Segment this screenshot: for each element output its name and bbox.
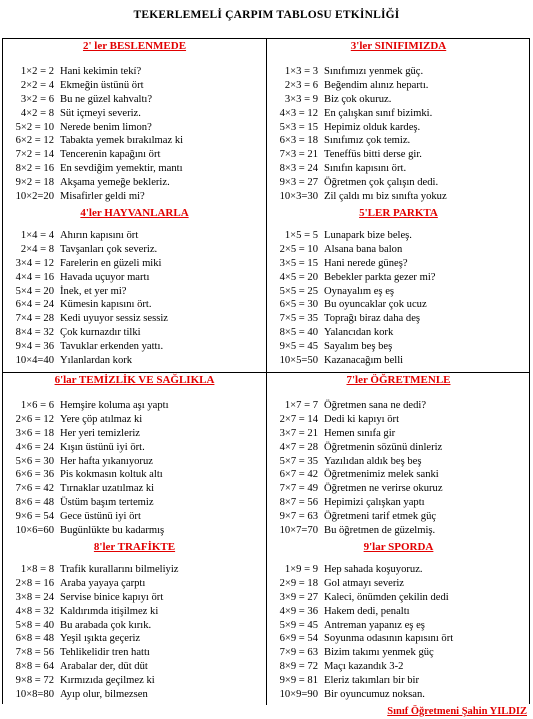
rhyme-row [3,271,266,285]
page-title: TEKERLEMELİ ÇARPIM TABLOSU ETKİNLİĞİ [133,9,400,21]
rhyme-row [3,121,266,135]
rhyme-row [267,646,530,660]
rhyme-text: Süt içmeyi severiz. [60,107,141,119]
multiplication-equation: 6×8 = 48 [15,633,54,645]
multiplication-equation: 10×7=70 [279,525,318,537]
rhyme-row [3,354,266,368]
section-block [3,540,266,702]
rhyme-row [267,619,530,633]
multiplication-equation: 9×3 = 27 [279,177,318,189]
rhyme-text: Sınıfımız çok temiz. [324,135,411,147]
rhyme-text: Ekmeğin üstünü ört [60,79,144,91]
rhyme-text: Antreman yapanız eş eş [324,619,425,631]
multiplication-equation: 8×7 = 56 [279,497,318,509]
rhyme-row [267,674,530,688]
rhyme-row [3,162,266,176]
multiplication-equation: 7×6 = 42 [15,483,54,495]
rhyme-row [3,65,266,79]
section-heading: 7'ler ÖĞRETMENLE [346,374,451,386]
rhyme-row [267,285,530,299]
rhyme-row [3,563,266,577]
rhyme-row [3,399,266,413]
rhyme-text: Eleriz takımları bir bir [324,675,420,687]
multiplication-equation: 8×5 = 40 [279,327,318,339]
rhyme-text: Yazılıdan aldık beş beş [324,455,422,467]
multiplication-equation: 10×8=80 [15,689,54,701]
multiplication-equation: 8×9 = 72 [279,661,318,673]
rhyme-text: Soyunma odasının kapısını ört [324,633,454,645]
rhyme-text: Hep sahada koşuyoruz. [324,564,423,575]
section-heading: 2' ler BESLENMEDE [82,40,187,52]
multiplication-equation: 9×8 = 72 [15,675,54,687]
rhyme-row [267,229,530,243]
multiplication-equation: 2×5 = 10 [279,243,318,255]
rhyme-text: Hakem dedi, penaltı [324,605,410,617]
multiplication-equation: 6×6 = 36 [15,469,54,481]
rhyme-text: Havada uçuyor martı [60,271,150,283]
rhyme-row [267,468,530,482]
quadrant-top-right [267,39,530,372]
rhyme-text: Bugünlükte bu kadarmış [60,525,165,537]
rhyme-text: Hani kekimin tekí? [60,66,142,77]
section-block [267,540,530,702]
multiplication-equation: 10×5=50 [279,355,318,367]
multiplication-equation: 7×4 = 28 [15,313,54,325]
multiplication-equation: 2×4 = 8 [20,243,54,255]
rhyme-text: Pis kokmasın koltuk altı [60,469,163,481]
section-heading: 3'ler SINIFIMIZDA [350,40,447,52]
worksheet-table [2,38,530,704]
multiplication-equation: 8×8 = 64 [15,661,54,673]
rhyme-row [267,134,530,148]
rhyme-row [3,176,266,190]
multiplication-equation: 3×3 = 9 [284,93,318,105]
rhyme-row [3,190,266,204]
rhyme-text: Gece üstünü iyi ört [60,511,141,523]
rhyme-text: Hepimiz olduk kardeş. [324,121,421,133]
rhyme-row [267,510,530,524]
rhyme-text: Maçı kazandık 3-2 [324,661,404,673]
multiplication-equation: 7×7 = 49 [279,483,318,495]
multiplication-equation: 2×9 = 18 [279,577,318,589]
rhyme-text: Oynayalım eş eş [324,285,395,297]
multiplication-equation: 1×2 = 2 [20,66,54,77]
multiplication-equation: 6×4 = 24 [15,299,54,311]
rhyme-row [267,482,530,496]
multiplication-equation: 5×6 = 30 [15,455,54,467]
multiplication-equation: 1×7 = 7 [284,400,318,411]
multiplication-equation: 5×7 = 35 [279,455,318,467]
quadrant-top-left [3,39,266,372]
section-block [267,373,530,538]
multiplication-equation: 7×5 = 35 [279,313,318,325]
multiplication-equation: 1×8 = 8 [20,564,54,575]
multiplication-equation: 1×5 = 5 [284,230,318,241]
rhyme-row [3,646,266,660]
rhyme-row [3,243,266,257]
rhyme-row [3,482,266,496]
rhyme-list [267,387,530,538]
multiplication-equation: 5×2 = 10 [15,121,54,133]
rhyme-row [267,455,530,469]
section-block [3,373,266,538]
rhyme-row [267,524,530,538]
rhyme-row [267,243,530,257]
rhyme-text: Beğendim alınız hepartı. [324,79,429,91]
rhyme-text: Hepimizi çalışkan yaptı [324,497,425,509]
rhyme-row [3,134,266,148]
multiplication-equation: 1×4 = 4 [20,230,54,241]
multiplication-equation: 4×8 = 32 [15,605,54,617]
multiplication-equation: 2×2 = 4 [20,79,54,91]
multiplication-equation: 3×5 = 15 [279,257,318,269]
section-heading: 8'ler TRAFİKTE [93,541,176,553]
multiplication-equation: 4×7 = 28 [279,441,318,453]
rhyme-row [267,605,530,619]
multiplication-equation: 9×4 = 36 [15,341,54,353]
multiplication-equation: 10×2=20 [15,191,54,203]
multiplication-equation: 7×2 = 14 [15,149,54,161]
rhyme-list [3,220,266,368]
rhyme-row [3,441,266,455]
section-block [267,39,530,204]
section-heading: 4'ler HAYVANLARLA [80,207,189,219]
quadrant-bottom-right [267,373,530,706]
quadrant-bottom-left [3,373,266,706]
rhyme-row [3,340,266,354]
rhyme-text: Ayıp olur, bilmezsen [60,689,148,701]
rhyme-text: Arabalar der, düt düt [60,661,148,673]
multiplication-equation: 9×6 = 54 [15,511,54,523]
rhyme-row [3,619,266,633]
multiplication-equation: 4×9 = 36 [279,605,318,617]
multiplication-equation: 6×5 = 30 [279,299,318,311]
rhyme-text: Yalancıdan kork [324,327,394,339]
rhyme-text: Nerede benim limon? [60,121,152,133]
rhyme-text: Öğretmenin sözünü dinleriz [324,441,443,453]
rhyme-text: Zil çaldı mı biz sınıfta yokuz [324,191,447,203]
rhyme-text: Kışın üstünü iyi ört. [60,441,145,453]
rhyme-row [267,107,530,121]
rhyme-row [267,176,530,190]
rhyme-text: Trafik kurallarını bilmeliyiz [60,564,179,575]
rhyme-row [3,688,266,702]
rhyme-row [3,229,266,243]
rhyme-row [267,496,530,510]
multiplication-equation: 10×6=60 [15,525,54,537]
multiplication-equation: 3×7 = 21 [279,427,318,439]
multiplication-equation: 7×3 = 21 [279,149,318,161]
multiplication-equation: 4×6 = 24 [15,441,54,453]
multiplication-equation: 6×9 = 54 [279,633,318,645]
rhyme-text: Dedi ki kapıyı ört [324,413,400,425]
rhyme-text: Sayalım beş beş [324,341,393,353]
rhyme-row [267,298,530,312]
rhyme-text: İnek, et yer mi? [60,285,127,297]
multiplication-equation: 5×4 = 20 [15,285,54,297]
rhyme-text: Hemen sınıfa gir [324,427,396,439]
rhyme-text: Biz çok okuruz. [324,93,392,105]
rhyme-text: Bu arabada çok kırık. [60,619,152,631]
rhyme-list [3,53,266,204]
multiplication-equation: 4×4 = 16 [15,271,54,283]
rhyme-row [267,271,530,285]
rhyme-text: Öğretmen sana ne dedi? [324,400,427,411]
multiplication-equation: 4×2 = 8 [20,107,54,119]
rhyme-list [267,554,530,702]
rhyme-row [267,563,530,577]
rhyme-row [3,326,266,340]
rhyme-text: Çok kurnazdır tilki [60,327,141,339]
rhyme-text: Öğretmen ne verirse okuruz [324,483,443,495]
rhyme-text: En sevdiğim yemektir, mantı [60,163,183,175]
rhyme-list [3,554,266,702]
rhyme-row [3,524,266,538]
multiplication-equation: 10×9=90 [279,689,318,701]
multiplication-equation: 2×6 = 12 [15,413,54,425]
rhyme-text: Yılanlardan kork [60,355,133,367]
multiplication-equation: 3×9 = 27 [279,591,318,603]
multiplication-equation: 8×6 = 48 [15,497,54,509]
rhyme-row [3,591,266,605]
rhyme-text: Kedi uyuyor sessiz sessiz [60,313,168,325]
multiplication-equation: 10×4=40 [15,355,54,367]
rhyme-text: Bizim takımı yenmek güç [324,647,434,659]
rhyme-row [267,632,530,646]
rhyme-row [267,577,530,591]
multiplication-equation: 7×9 = 63 [279,647,318,659]
rhyme-row [3,93,266,107]
rhyme-text: En çalışkan sınıf bizimki. [324,107,433,119]
rhyme-text: Bu öğretmen de güzelmiş. [324,525,436,537]
multiplication-equation: 6×7 = 42 [279,469,318,481]
teacher-signature: Sınıf Öğretmeni Şahin YILDIZ [387,706,527,717]
multiplication-equation: 2×7 = 14 [279,413,318,425]
rhyme-row [267,121,530,135]
multiplication-equation: 5×8 = 40 [15,619,54,631]
multiplication-equation: 9×9 = 81 [279,675,318,687]
multiplication-equation: 1×3 = 3 [284,66,318,77]
multiplication-equation: 3×6 = 18 [15,427,54,439]
rhyme-text: Tavuklar erkenden yattı. [60,341,164,353]
rhyme-text: Servise binice kapıyı ört [60,591,164,603]
multiplication-equation: 8×4 = 32 [15,327,54,339]
rhyme-row [267,312,530,326]
rhyme-text: Teneffüs bitti derse gir. [324,149,422,161]
multiplication-equation: 6×2 = 12 [15,135,54,147]
rhyme-row [267,340,530,354]
rhyme-list [267,220,530,368]
rhyme-text: Üstüm başım tertemiz [60,497,154,509]
rhyme-row [267,354,530,368]
rhyme-row [3,577,266,591]
rhyme-row [3,312,266,326]
rhyme-row [3,427,266,441]
rhyme-row [3,605,266,619]
rhyme-text: Kümesin kapısını ört. [60,299,152,311]
rhyme-text: Tencerenin kapağını ört [60,149,161,161]
rhyme-text: Hemşire koluma aşı yaptı [60,400,169,411]
section-block [267,206,530,368]
rhyme-row [3,107,266,121]
multiplication-equation: 4×5 = 20 [279,271,318,283]
rhyme-row [267,660,530,674]
rhyme-text: Bebekler parkta gezer mi? [324,271,436,283]
rhyme-row [267,427,530,441]
rhyme-text: Tehlikelidir tren hattı [60,647,150,659]
multiplication-equation: 5×5 = 25 [279,285,318,297]
rhyme-text: Hani nerede güneş? [324,257,408,269]
section-heading: 9'lar SPORDA [363,541,434,553]
multiplication-equation: 8×3 = 24 [279,163,318,175]
rhyme-row [267,257,530,271]
multiplication-equation: 3×2 = 6 [20,93,54,105]
section-block [3,39,266,204]
rhyme-text: Sınıfın kapısını ört. [324,163,407,175]
multiplication-equation: 1×9 = 9 [284,564,318,575]
multiplication-equation: 4×3 = 12 [279,107,318,119]
rhyme-row [267,93,530,107]
multiplication-equation: 8×2 = 16 [15,163,54,175]
section-heading: 5'LER PARKTA [359,207,438,219]
rhyme-row [267,688,530,702]
rhyme-row [3,285,266,299]
rhyme-row [267,413,530,427]
rhyme-text: Bir oyuncumuz noksan. [324,689,425,701]
rhyme-row [267,326,530,340]
rhyme-text: Misafirler geldi mi? [60,191,145,203]
rhyme-row [3,632,266,646]
rhyme-text: Bu oyuncaklar çok ucuz [324,299,427,311]
rhyme-row [267,79,530,93]
rhyme-text: Bu ne güzel kahvaltı? [60,93,153,105]
rhyme-text: Farelerin en güzeli miki [60,257,162,269]
section-heading: 6'lar TEMİZLİK VE SAĞLIKLA [54,374,215,386]
rhyme-row [267,399,530,413]
rhyme-text: Araba yayaya çarptı [60,577,146,589]
rhyme-row [3,298,266,312]
rhyme-list [3,387,266,538]
rhyme-text: Sınıfımızı yenmek güç. [324,66,424,77]
rhyme-text: Kırmızıda geçilmez ki [60,675,155,687]
rhyme-text: Tabakta yemek bırakılmaz ki [60,135,184,147]
rhyme-text: Tavşanları çok severiz. [60,243,158,255]
rhyme-list [267,53,530,204]
rhyme-text: Yeşil ışıkta geçeriz [60,633,141,645]
multiplication-equation: 5×9 = 45 [279,619,318,631]
section-block [3,206,266,368]
multiplication-equation: 9×7 = 63 [279,511,318,523]
rhyme-text: Lunapark bize beleş. [324,230,412,241]
rhyme-text: Ahırın kapısını ört [60,230,139,241]
multiplication-equation: 2×8 = 16 [15,577,54,589]
multiplication-equation: 3×8 = 24 [15,591,54,603]
rhyme-text: Kazanacağım belli [324,355,404,367]
rhyme-text: Yere çöp atılmaz ki [60,413,143,425]
rhyme-text: Öğretmen çok çalışın dedi. [324,177,439,189]
rhyme-row [267,190,530,204]
multiplication-equation: 5×3 = 15 [279,121,318,133]
multiplication-equation: 7×8 = 56 [15,647,54,659]
multiplication-equation: 9×5 = 45 [279,341,318,353]
multiplication-equation: 9×2 = 18 [15,177,54,189]
rhyme-row [267,162,530,176]
rhyme-row [3,510,266,524]
rhyme-row [3,674,266,688]
rhyme-row [3,257,266,271]
multiplication-equation: 2×3 = 6 [284,79,318,91]
rhyme-row [267,148,530,162]
rhyme-text: Alsana bana balon [324,243,403,255]
rhyme-text: Kaldırımda itişilmez ki [60,605,159,617]
rhyme-row [267,591,530,605]
rhyme-text: Her hafta yıkanıyoruz [60,455,153,467]
rhyme-text: Kaleci, önümden çekilin dedi [324,591,449,603]
rhyme-text: Öğretmenimiz melek sanki [324,469,439,481]
rhyme-text: Toprağı biraz daha deş [324,313,421,325]
rhyme-row [267,441,530,455]
rhyme-text: Akşama yemeğe bekleriz. [60,177,170,189]
rhyme-row [3,468,266,482]
rhyme-text: Her yeri temizleriz [60,427,140,439]
rhyme-row [3,455,266,469]
rhyme-row [3,660,266,674]
rhyme-text: Öğretmeni tarif etmek güç [324,511,437,523]
rhyme-row [3,79,266,93]
multiplication-equation: 6×3 = 18 [279,135,318,147]
rhyme-row [3,413,266,427]
rhyme-row [3,496,266,510]
multiplication-equation: 1×6 = 6 [20,400,54,411]
rhyme-text: Tırnaklar uzatılmaz ki [60,483,155,495]
multiplication-equation: 3×4 = 12 [15,257,54,269]
rhyme-text: Gol atmayı severiz [324,577,405,589]
multiplication-equation: 10×3=30 [279,191,318,203]
rhyme-row [267,65,530,79]
rhyme-row [3,148,266,162]
